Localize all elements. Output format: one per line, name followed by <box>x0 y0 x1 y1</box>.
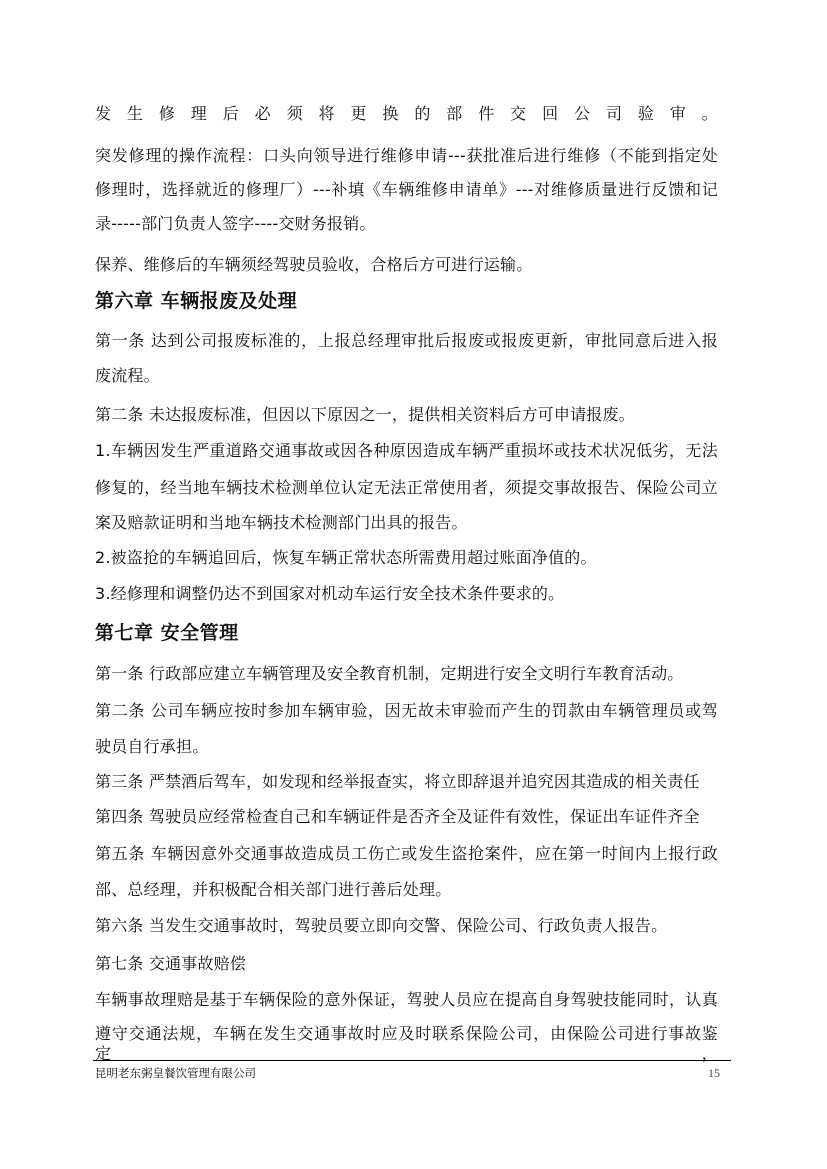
paragraph-line: 驶员自行承担。 <box>95 737 209 756</box>
paragraph-line: 第七条 交通事故赔偿 <box>95 954 247 973</box>
paragraph-line: 修理时，选择就近的修理厂）---补填《车辆维修申请单》---对维修质量进行反馈和记 <box>95 180 718 199</box>
chapter-heading: 第七章 安全管理 <box>95 622 239 644</box>
paragraph-line: 第一条 达到公司报废标准的，上报总经理审批后报废或报废更新，审批同意后进入报 <box>95 331 718 350</box>
paragraph-line: 遵守交通法规，车辆在发生交通事故时应及时联系保险公司，由保险公司进行事故鉴定， <box>95 1024 718 1063</box>
paragraph-line: 第六条 当发生交通事故时，驾驶员要立即向交警、保险公司、行政负责人报告。 <box>95 916 668 935</box>
footer-company-name: 昆明老东粥皇餐饮管理有限公司 <box>95 1066 256 1080</box>
paragraph-line: 保养、维修后的车辆须经驾驶员验收，合格后方可进行运输。 <box>95 255 533 274</box>
page-number: 15 <box>708 1066 720 1080</box>
chapter-heading: 第六章 车辆报废及处理 <box>95 290 298 312</box>
paragraph-line: 第四条 驾驶员应经常检查自己和车辆证件是否齐全及证件有效性，保证出车证件齐全 <box>95 807 700 826</box>
paragraph-line: 车辆事故理赔是基于车辆保险的意外保证，驾驶人员应在提高自身驾驶技能同时，认真 <box>95 990 718 1009</box>
paragraph-line: 第五条 车辆因意外交通事故造成员工伤亡或发生盗抢案件，应在第一时间内上报行政 <box>95 844 718 863</box>
paragraph-line: 第二条 未达报废标准，但因以下原因之一，提供相关资料后方可申请报废。 <box>95 405 635 424</box>
footer-divider <box>93 1060 731 1061</box>
paragraph-line: 第二条 公司车辆应按时参加车辆审验，因无故未审验而产生的罚款由车辆管理员或驾 <box>95 701 718 720</box>
paragraph-line: 部、总经理，并积极配合相关部门进行善后处理。 <box>95 880 452 899</box>
paragraph-line: 3.经修理和调整仍达不到国家对机动车运行安全技术条件要求的。 <box>95 584 565 603</box>
paragraph-line: 突发修理的操作流程：口头向领导进行维修申请---获批准后进行维修（不能到指定处 <box>95 146 718 165</box>
paragraph-line: 第一条 行政部应建立车辆管理及安全教育机制，定期进行安全文明行车教育活动。 <box>95 664 684 683</box>
paragraph-line: 录-----部门负责人签字----交财务报销。 <box>95 214 376 233</box>
paragraph-line: 2.被盗抢的车辆追回后，恢复车辆正常状态所需费用超过账面净值的。 <box>95 548 597 567</box>
paragraph-line: 1.车辆因发生严重道路交通事故或因各种原因造成车辆严重损坏或技术状况低劣，无法 <box>95 441 718 460</box>
paragraph-line: 废流程。 <box>95 366 160 385</box>
paragraph-line: 修复的，经当地车辆技术检测单位认定无法正常使用者，须提交事故报告、保险公司立 <box>95 478 718 497</box>
paragraph-line: 第三条 严禁酒后驾车，如发现和经举报查实，将立即辞退并追究因其造成的相关责任 <box>95 772 700 791</box>
paragraph-line: 案及赔款证明和当地车辆技术检测部门出具的报告。 <box>95 513 468 532</box>
paragraph-line: 发生修理后必须将更换的部件交回公司验审。 <box>95 104 718 123</box>
